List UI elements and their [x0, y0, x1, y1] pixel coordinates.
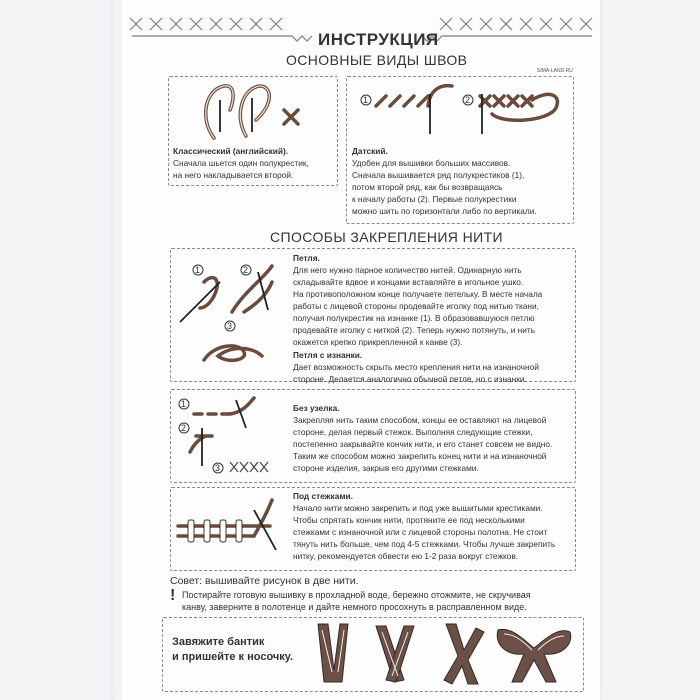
no-knot-illustration — [174, 392, 286, 480]
no-knot-line-2: стороне, делая первый стежок. Выполняя следующие стежки, — [293, 427, 533, 437]
danish-line-1: Удобен для вышивки больших массивов. — [352, 158, 511, 168]
loop-name: Петля. — [293, 253, 320, 263]
loop-back-line-2: стороне. Делается аналогично обычной петле, но с изнанки. — [293, 374, 527, 384]
no-knot-name: Без узелка. — [293, 403, 340, 413]
no-knot-line-3: постепенно закрывайте кончик нити, и его станет совсем не видно. — [293, 439, 553, 449]
page-title: ИНСТРУКЦИЯ — [318, 30, 439, 49]
advice-line-1: Совет: вышивайте рисунок в две нити. — [170, 575, 359, 587]
danish-stitch-name: Датский. — [352, 146, 388, 156]
advice-line-2: Постирайте готовую вышивку в прохладной воде, бережно отожмите, не скручивая — [182, 590, 531, 600]
loop-line-4: работы с лицевой стороны продевайте иголку под нитью ткани, — [293, 301, 539, 311]
under-stitches-name: Под стежками. — [293, 491, 353, 501]
danish-line-5: можно шить по горизонтали либо по вертикали. — [352, 206, 537, 216]
advice-line-3: канву, заверните в полотенце и дайте немного просохнуть в расправленном виде. — [182, 602, 527, 612]
loop-back-name: Петля с изнанки. — [293, 350, 363, 360]
no-knot-line-1: Закрепляя нить таким способом, концы ее оставляют на лицевой — [293, 415, 547, 425]
under-stitches-line-3: стежками с изнаночной или с лицевой стороны полотна. Не стоит — [293, 527, 548, 537]
classic-stitch-illustration — [190, 80, 310, 142]
loop-line-1: Для него нужно парное количество нитей. Одинарную нить — [293, 265, 522, 275]
under-stitches-line-2: Чтобы спрятать кончик нити, протяните ее под несколькими — [293, 515, 525, 525]
under-stitches-line-5: нитку, рекомендуется обвести ею 1-2 раза вокруг стежков. — [293, 551, 519, 561]
under-stitches-illustration — [174, 492, 286, 564]
loop-step-1: 1 — [195, 265, 201, 275]
no-knot-step-2: 2 — [181, 423, 187, 433]
classic-stitch-line-2: на него накладывается второй. — [173, 170, 294, 180]
under-stitches-line-1: Начало нити можно закрепить и под уже вышитыми крестиками. — [293, 503, 543, 513]
brand-label: SIMA-LAND.RU — [537, 68, 573, 74]
sheet-edge — [110, 0, 122, 700]
danish-stitch-illustration — [352, 80, 568, 142]
no-knot-step-3: 3 — [215, 463, 221, 473]
danish-line-3: потом второй ряд, как бы возвращаясь — [352, 182, 503, 192]
bow-line-2: и пришейте к носочку. — [172, 651, 293, 663]
loop-illustration — [174, 252, 286, 378]
classic-stitch-line-1: Сначала шьется один полукрестик, — [173, 158, 309, 168]
loop-line-7: окажется крепко прикрепленной к канве (3). — [293, 337, 463, 347]
loop-back-line-1: Дает возможность скрыть место крепления нити на изнаночной — [293, 362, 539, 372]
classic-stitch-name: Классический (английский). — [173, 146, 289, 156]
bow-line-1: Завяжите бантик — [172, 636, 265, 648]
advice-exclamation: ! — [170, 587, 176, 604]
loop-line-2: складывайте вдвое и концами вставляйте в игольное ушко. — [293, 277, 524, 287]
no-knot-line-5: стороне изделия, закрыв его другими стежками. — [293, 463, 479, 473]
loop-step-2: 2 — [243, 265, 249, 275]
danish-line-2: Сначала вышивается ряд полукрестиков (1), — [352, 170, 525, 180]
loop-step-3: 3 — [227, 321, 233, 331]
bow-illustration — [312, 620, 578, 688]
under-stitches-line-4: тянуть нить больше, чем под 4-5 стежками. Чтобы лучше закрепить — [293, 539, 556, 549]
danish-line-4: к началу работы (2). Первые полукрестики — [352, 194, 517, 204]
loop-line-5: получая полукрестик на изнанке (1). В образовавшуюся петлю — [293, 313, 535, 323]
no-knot-step-1: 1 — [181, 399, 187, 409]
loop-line-3: На противоположном конце получаете петельку. В месте начала — [293, 289, 543, 299]
page-subtitle: ОСНОВНЫЕ ВИДЫ ШВОВ — [286, 52, 468, 68]
danish-step-2: 2 — [465, 95, 471, 105]
fastening-section-title: СПОСОБЫ ЗАКРЕПЛЕНИЯ НИТИ — [270, 229, 503, 245]
no-knot-line-4: Таким же способом можно закрепить конец нити и на изнаночной — [293, 451, 547, 461]
loop-line-6: продевайте иголку с ниткой (2). Теперь нужно потянуть, и нить — [293, 325, 536, 335]
danish-step-1: 1 — [363, 95, 369, 105]
